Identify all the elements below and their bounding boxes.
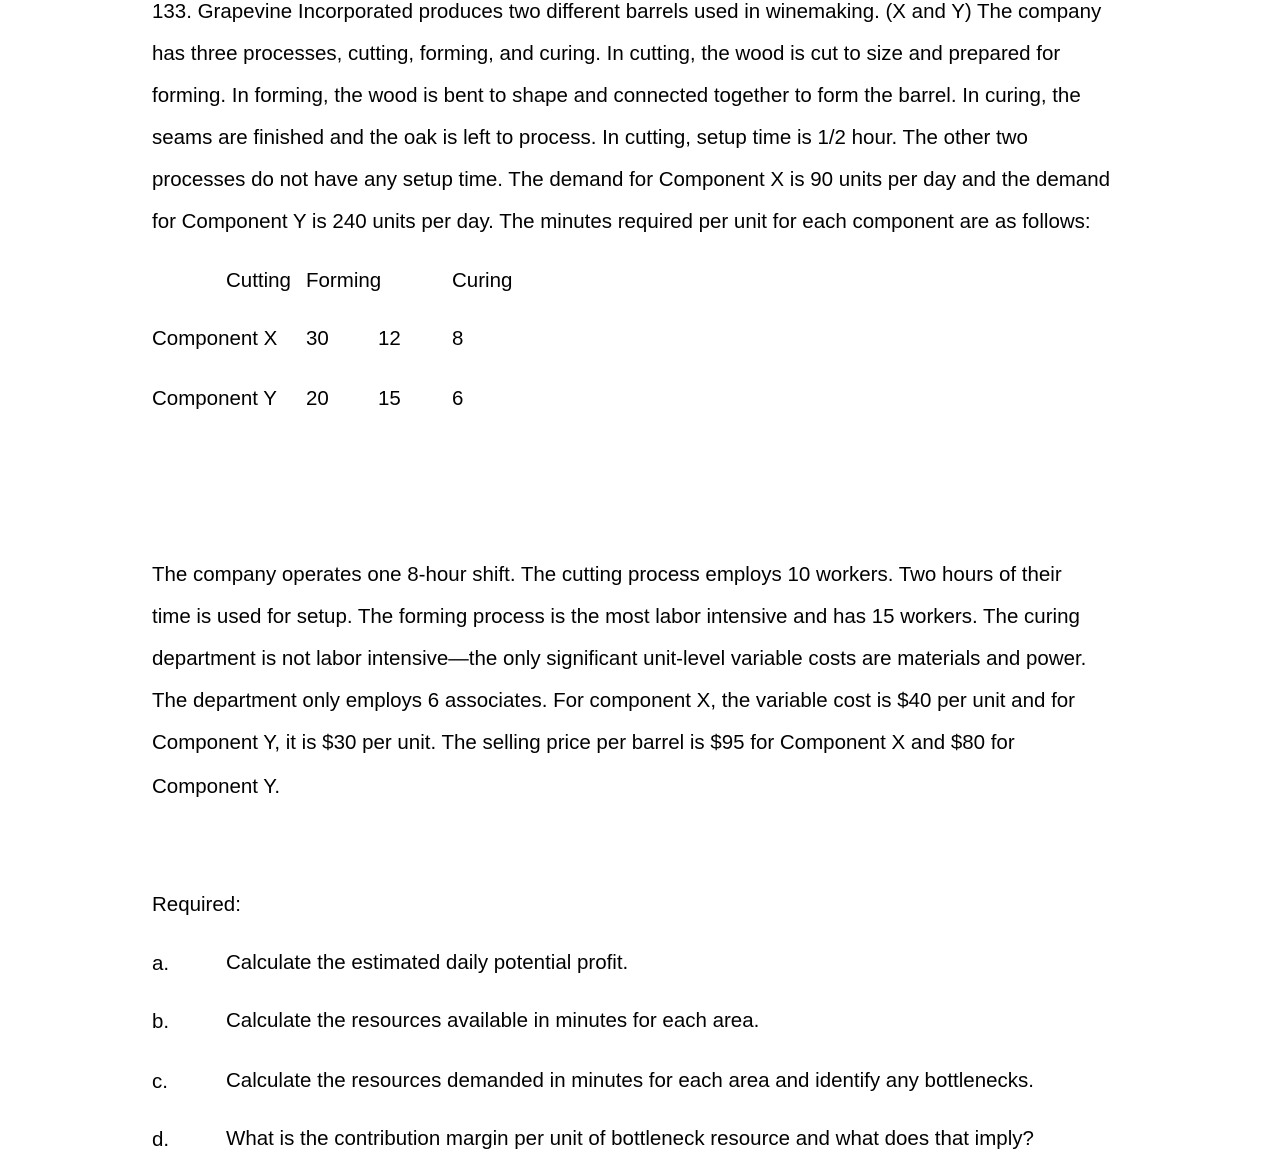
problem-body-paragraph [152,554,1142,808]
question-text-b: Calculate the resources available in minutes for each area. [226,1009,760,1032]
body-line: time is used for setup. The forming process is the most labor intensive and has 15 workers. The curing [152,605,1080,628]
intro-line: processes do not have any setup time. The demand for Component X is 90 units per day and the demand [152,168,1111,191]
table-row-label-y: Component Y [152,387,277,410]
intro-line: 133. Grapevine Incorporated produces two different barrels used in winemaking. (X and Y) The company [152,0,1102,23]
intro-line: forming. In forming, the wood is bent to shape and connected together to form the barrel. In curing, the [152,84,1081,107]
required-label: Required: [152,893,241,916]
table-header-cutting: Cutting [226,269,291,292]
intro-line: for Component Y is 240 units per day. The minutes required per unit for each component are as follows: [152,210,1091,233]
intro-line: has three processes, cutting, forming, and curing. In cutting, the wood is cut to size and prepared for [152,42,1061,65]
table-cell-y-curing: 6 [452,387,464,410]
table-cell-y-forming: 15 [378,387,401,410]
table-row-label-x: Component X [152,327,278,350]
body-line: Component Y. [152,775,281,798]
table-cell-x-forming: 12 [378,327,401,350]
table-cell-x-curing: 8 [452,327,464,350]
question-letter-b: b. [152,1010,170,1033]
question-text-c: Calculate the resources demanded in minutes for each area and identify any bottlenecks. [226,1069,1034,1092]
body-line: Component Y, it is $30 per unit. The selling price per barrel is $95 for Component X and $80 for [152,731,1015,754]
intro-line: seams are finished and the oak is left to process. In cutting, setup time is 1/2 hour. The other two [152,126,1028,149]
question-text-a: Calculate the estimated daily potential profit. [226,951,629,974]
table-cell-y-cutting: 20 [306,387,329,410]
problem-intro-paragraph [152,0,1142,243]
table-header-curing: Curing [452,269,513,292]
table-cell-x-cutting: 30 [306,327,329,350]
question-letter-d: d. [152,1128,170,1151]
question-text-d: What is the contribution margin per unit of bottleneck resource and what does that imply? [226,1127,1034,1150]
body-line: The department only employs 6 associates. For component X, the variable cost is $40 per unit and for [152,689,1075,712]
body-line: The company operates one 8-hour shift. The cutting process employs 10 workers. Two hours of their [152,563,1062,586]
question-letter-c: c. [152,1070,168,1093]
body-line: department is not labor intensive—the only significant unit-level variable costs are materials and power. [152,647,1087,670]
question-letter-a: a. [152,952,170,975]
table-header-forming: Forming [306,269,382,292]
